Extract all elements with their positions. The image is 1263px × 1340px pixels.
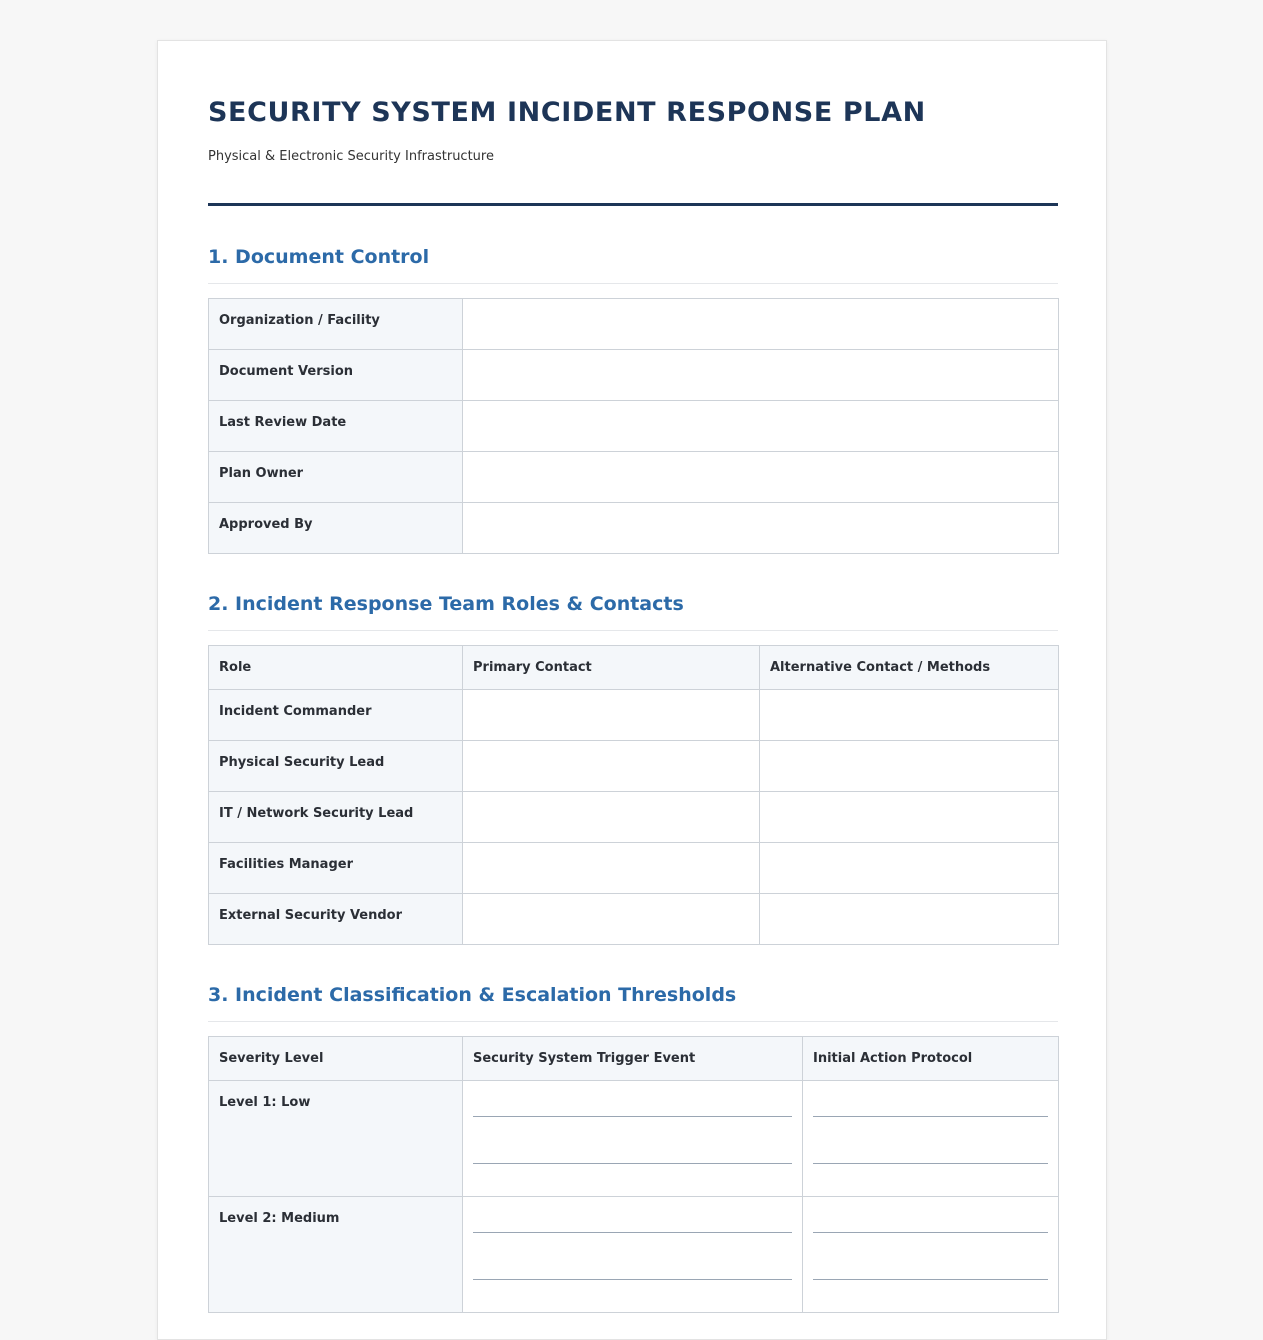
write-line[interactable]	[473, 1081, 792, 1117]
severity-level-label: Level 1: Low	[209, 1081, 463, 1197]
organization-facility-field[interactable]	[463, 299, 1059, 350]
primary-contact-field[interactable]	[463, 843, 760, 894]
column-header: Primary Contact	[463, 646, 760, 690]
table-row	[209, 894, 1059, 945]
title-divider	[208, 203, 1058, 206]
write-line[interactable]	[813, 1081, 1048, 1117]
column-header: Security System Trigger Event	[463, 1037, 803, 1081]
section-heading-document-control: 1. Document Control	[208, 246, 1058, 284]
field-label: Last Review Date	[209, 401, 463, 452]
table-row	[209, 1081, 1059, 1197]
role-label: Facilities Manager	[209, 843, 463, 894]
classification-table	[208, 1036, 1059, 1313]
document-version-field[interactable]	[463, 350, 1059, 401]
trigger-event-field[interactable]	[463, 1197, 803, 1313]
alternative-contact-field[interactable]	[760, 741, 1059, 792]
table-row	[209, 350, 1059, 401]
severity-level-label: Level 2: Medium	[209, 1197, 463, 1313]
field-label: Document Version	[209, 350, 463, 401]
write-line[interactable]	[813, 1233, 1048, 1280]
table-row	[209, 401, 1059, 452]
team-roles-table	[208, 645, 1059, 945]
column-header: Role	[209, 646, 463, 690]
role-label: External Security Vendor	[209, 894, 463, 945]
column-header: Initial Action Protocol	[803, 1037, 1059, 1081]
role-label: IT / Network Security Lead	[209, 792, 463, 843]
role-label: Physical Security Lead	[209, 741, 463, 792]
trigger-event-field[interactable]	[463, 1081, 803, 1197]
approved-by-field[interactable]	[463, 503, 1059, 554]
table-row	[209, 690, 1059, 741]
document-subtitle: Physical & Electronic Security Infrastructure	[208, 149, 494, 164]
table-row	[209, 299, 1059, 350]
table-row	[209, 741, 1059, 792]
action-protocol-field[interactable]	[803, 1081, 1059, 1197]
plan-owner-field[interactable]	[463, 452, 1059, 503]
write-line[interactable]	[473, 1197, 792, 1233]
column-header: Severity Level	[209, 1037, 463, 1081]
section-heading-team-roles: 2. Incident Response Team Roles & Contacts	[208, 593, 1058, 631]
alternative-contact-field[interactable]	[760, 690, 1059, 741]
primary-contact-field[interactable]	[463, 690, 760, 741]
alternative-contact-field[interactable]	[760, 792, 1059, 843]
primary-contact-field[interactable]	[463, 741, 760, 792]
field-label: Plan Owner	[209, 452, 463, 503]
field-label: Approved By	[209, 503, 463, 554]
primary-contact-field[interactable]	[463, 894, 760, 945]
table-row	[209, 503, 1059, 554]
document-page	[157, 40, 1107, 1340]
write-line[interactable]	[473, 1117, 792, 1164]
write-line[interactable]	[813, 1197, 1048, 1233]
table-row	[209, 792, 1059, 843]
column-header: Alternative Contact / Methods	[760, 646, 1059, 690]
primary-contact-field[interactable]	[463, 792, 760, 843]
field-label: Organization / Facility	[209, 299, 463, 350]
last-review-date-field[interactable]	[463, 401, 1059, 452]
write-line[interactable]	[813, 1117, 1048, 1164]
document-title: SECURITY SYSTEM INCIDENT RESPONSE PLAN	[208, 97, 926, 128]
role-label: Incident Commander	[209, 690, 463, 741]
table-header-row	[209, 1037, 1059, 1081]
action-protocol-field[interactable]	[803, 1197, 1059, 1313]
table-row	[209, 1197, 1059, 1313]
write-line[interactable]	[473, 1233, 792, 1280]
table-header-row	[209, 646, 1059, 690]
table-row	[209, 452, 1059, 503]
alternative-contact-field[interactable]	[760, 894, 1059, 945]
document-control-table	[208, 298, 1059, 554]
alternative-contact-field[interactable]	[760, 843, 1059, 894]
table-row	[209, 843, 1059, 894]
section-heading-classification: 3. Incident Classification & Escalation Thresholds	[208, 984, 1058, 1022]
